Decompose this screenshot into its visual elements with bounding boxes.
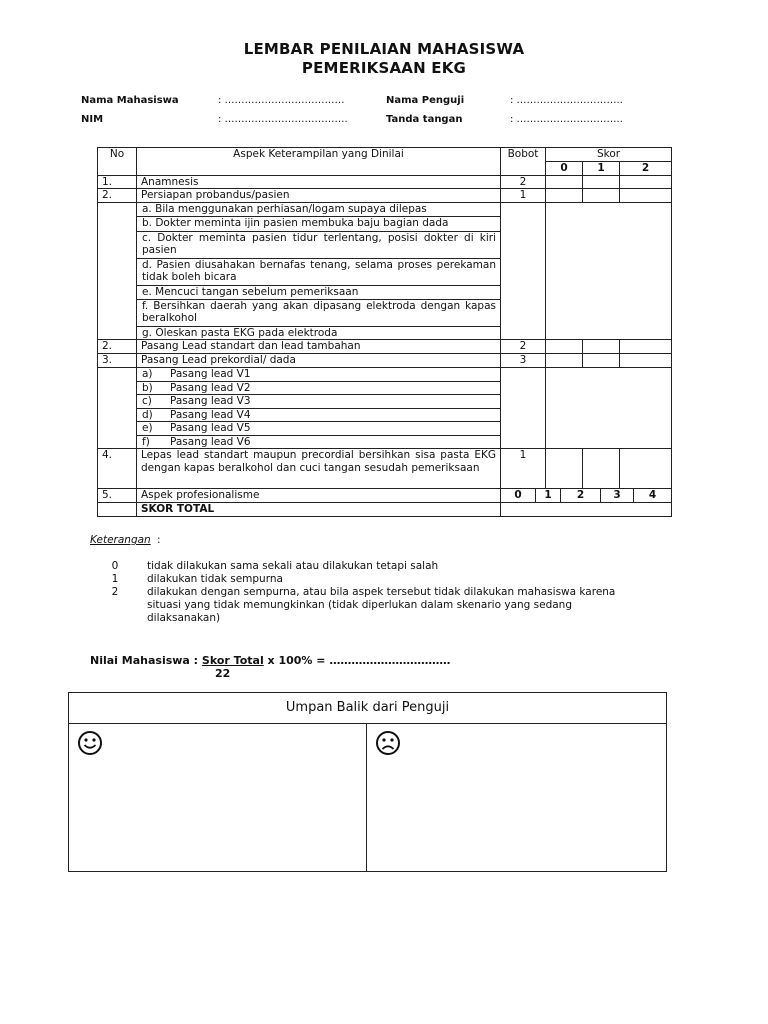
row-weight: 2 [501,340,546,354]
prof-score-2[interactable]: 2 [561,489,601,503]
score-cell[interactable] [583,189,620,203]
score-cell[interactable] [620,354,672,368]
feedback-box [68,692,667,872]
row-weight: 1 [501,449,546,489]
lead-item: f) Pasang lead V6 [137,435,501,449]
sub-item: f. Bersihkan daerah yang akan dipasang elektroda dengan kapas beralkohol [137,299,501,326]
score-1-header: 1 [583,162,620,176]
row-no: 3. [98,354,137,368]
negative-feedback-area[interactable] [367,724,666,872]
sub-item: g. Oleskan pasta EKG pada elektroda [137,326,501,340]
legend-colon: : [157,534,161,546]
page-subtitle: PEMERIKSAAN EKG [301,59,467,77]
weight-empty [501,368,546,449]
prof-score-4[interactable]: 4 [634,489,672,503]
row-no: 1. [98,175,137,189]
lead-item: e) Pasang lead V5 [137,422,501,436]
frowny-icon [375,730,401,756]
score-cell[interactable] [546,354,583,368]
score-formula: Nilai Mahasiswa : Skor Total x 100% = …………………………… [90,654,451,667]
legend-item: 1 dilakukan tidak sempurna [111,573,283,585]
score-cell[interactable] [546,189,583,203]
feedback-title: Umpan Balik dari Penguji [69,693,666,724]
legend-title: Keterangan [90,534,151,546]
row-aspect: Pasang Lead prekordial/ dada [137,354,501,368]
score-cell[interactable] [620,449,672,489]
formula-denominator: 22 [215,667,231,680]
total-value[interactable] [501,503,672,517]
header-score: Skor [546,148,672,162]
row-aspect: Lepas lead standart maupun precordial bersihkan sisa pasta EKG dengan kapas beralkohol dan cuci tangan sesudah pemeriksaan [137,449,501,489]
smiley-icon [77,730,103,756]
row-no: 2. [98,340,137,354]
score-cell[interactable] [546,340,583,354]
score-cell[interactable] [620,175,672,189]
row-aspect: Pasang Lead standart dan lead tambahan [137,340,501,354]
row-no: 4. [98,449,137,489]
score-empty [546,368,672,449]
score-0-header: 0 [546,162,583,176]
nim-label: NIM [81,114,104,125]
sub-item: d. Pasien diusahakan bernafas tenang, selama proses perekaman tidak boleh bicara [137,258,501,285]
examiner-field[interactable]: : ………………………….. [510,95,623,106]
row-aspect: Anamnesis [137,175,501,189]
score-cell[interactable] [583,340,620,354]
score-2-header: 2 [620,162,672,176]
empty-cell [98,202,137,340]
header-weight: Bobot [501,148,546,176]
row-weight: 1 [501,189,546,203]
signature-label: Tanda tangan [386,114,463,125]
signature-field[interactable]: : ………………………….. [510,114,623,125]
prof-score-0[interactable]: 0 [501,489,536,503]
positive-feedback-area[interactable] [69,724,367,872]
row-weight: 3 [501,354,546,368]
nim-field[interactable]: : ………………………………. [218,114,348,125]
row-aspect: Aspek profesionalisme [137,489,501,503]
row-no: 5. [98,489,137,503]
score-cell[interactable] [583,449,620,489]
score-cell[interactable] [546,175,583,189]
header-aspect: Aspek Keterampilan yang Dinilai [137,148,501,176]
empty-cell [98,503,137,517]
lead-item: b) Pasang lead V2 [137,381,501,395]
student-name-field[interactable]: : ……………………………… [218,95,345,106]
sub-item: b. Dokter meminta ijin pasien membuka baju bagian dada [137,216,501,231]
lead-item: d) Pasang lead V4 [137,408,501,422]
prof-score-1[interactable]: 1 [536,489,561,503]
sub-item: a. Bila menggunakan perhiasan/logam supaya dilepas [137,202,501,216]
sub-item: e. Mencuci tangan sebelum pemeriksaan [137,285,501,299]
legend-item: 2 dilakukan dengan sempurna, atau bila aspek tersebut tidak dilakukan mahasiswa karena situasi yang tidak memungkinkan (tidak diperlukan dalam skenario yang sedang dilaksanakan) [111,586,616,624]
student-name-label: Nama Mahasiswa [81,95,179,106]
row-aspect: Persiapan probandus/pasien [137,189,501,203]
score-cell[interactable] [583,354,620,368]
empty-cell [98,368,137,449]
examiner-label: Nama Penguji [386,95,465,106]
score-cell[interactable] [546,449,583,489]
row-no: 2. [98,189,137,203]
legend-item: 0 tidak dilakukan sama sekali atau dilakukan tetapi salah [111,560,439,572]
lead-item: c) Pasang lead V3 [137,395,501,409]
prof-score-3[interactable]: 3 [601,489,634,503]
total-label: SKOR TOTAL [137,503,501,517]
score-cell[interactable] [620,189,672,203]
weight-empty [501,202,546,340]
assessment-table [97,147,672,517]
sub-item: c. Dokter meminta pasien tidur terlentang, posisi dokter di kiri pasien [137,231,501,258]
score-cell[interactable] [620,340,672,354]
lead-item: a) Pasang lead V1 [137,368,501,382]
page-title: LEMBAR PENILAIAN MAHASISWA [243,40,525,58]
row-weight: 2 [501,175,546,189]
score-empty [546,202,672,340]
header-no: No [98,148,137,176]
score-cell[interactable] [583,175,620,189]
